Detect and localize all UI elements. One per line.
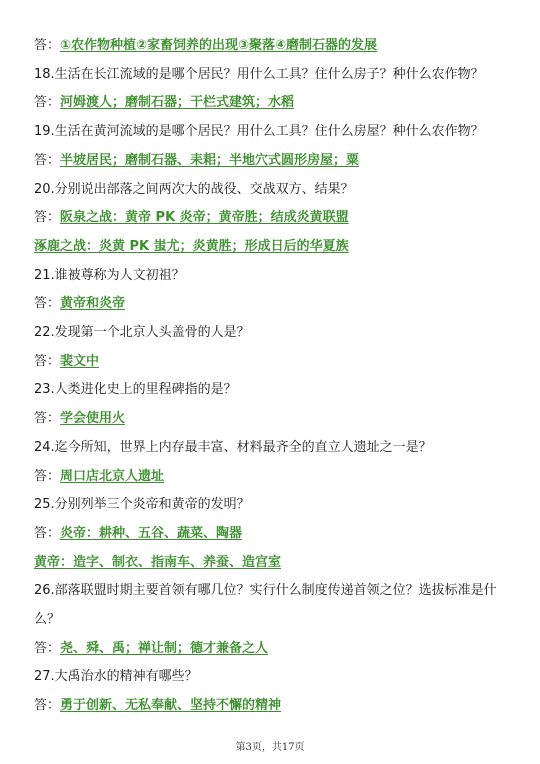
- answer-line: [34, 152, 520, 170]
- answer-prefix: 答：: [34, 210, 61, 226]
- answer-line: [34, 410, 520, 428]
- answer-text: 阪泉之战：黄帝 PK 炎帝；黄帝胜；结成炎黄联盟: [60, 210, 349, 226]
- answer-text: 尧、舜、禹；禅让制；德才兼备之人: [60, 640, 269, 656]
- answer-line: [34, 468, 520, 486]
- answer-prefix: 答：: [34, 698, 61, 714]
- question-line: 么？: [34, 612, 61, 627]
- answer-prefix: 答：: [34, 95, 61, 111]
- answer-prefix: 答：: [34, 411, 61, 427]
- answer-text: 裴文中: [60, 353, 100, 369]
- answer-text: 涿鹿之战：炎黄 PK 蚩尤；炎黄胜；形成日后的华夏族: [34, 238, 349, 254]
- answer-continuation-line: [34, 554, 520, 572]
- answer-line: [34, 295, 520, 313]
- question-line: 24.迄今所知，世界上内存最丰富、材料最齐全的直立人遗址之一是？: [34, 439, 432, 455]
- answer-line: [34, 525, 520, 543]
- answer-line: [34, 640, 520, 658]
- answer-text: 勇于创新、无私奉献、坚持不懈的精神: [60, 698, 282, 714]
- answer-prefix: 答：: [34, 468, 61, 484]
- answer-text: 半坡居民；磨制石器、耒耜；半地穴式圆形房屋；粟: [60, 152, 360, 168]
- answer-prefix: 答：: [34, 152, 61, 168]
- answer-prefix: 答：: [34, 640, 61, 656]
- question-line: 19.生活在黄河流域的是哪个居民？用什么工具？住什么房屋？种什么农作物？: [34, 124, 484, 140]
- question-line: 20.分别说出部落之间两次大的战役、交战双方、结果？: [34, 181, 354, 197]
- question-line: 27.大禹治水的精神有哪些？: [34, 669, 198, 685]
- answer-text: ①农作物种植②家畜饲养的出现③聚落④磨制石器的发展: [60, 38, 378, 53]
- answer-text: 黄帝：造字、制衣、指南车、养蚕、造宫室: [34, 554, 282, 570]
- answer-text: 周口店北京人遗址: [60, 468, 165, 484]
- answer-text: 炎帝：耕种、五谷、蔬菜、陶器: [60, 525, 243, 541]
- answer-text: 河姆渡人；磨制石器；干栏式建筑；水稻: [60, 95, 295, 111]
- question-line: 21.谁被尊称为人文初祖？: [34, 267, 185, 283]
- answer-line: [34, 209, 520, 227]
- page-footer: 第3页，共17页: [235, 742, 305, 753]
- answer-prefix: 答：: [34, 296, 61, 312]
- question-line: 22.发现第一个北京人头盖骨的人是？: [34, 325, 250, 340]
- answer-line: [34, 353, 520, 371]
- answer-text: 学会使用火: [60, 411, 126, 427]
- question-line: 18.生活在长江流域的是哪个居民？用什么工具？住什么房子？种什么农作物？: [34, 66, 484, 82]
- answer-prefix: 答：: [34, 525, 61, 541]
- question-line: 25.分别列举三个炎帝和黄帝的发明？: [34, 497, 250, 513]
- answer-text: 黄帝和炎帝: [60, 296, 126, 312]
- answer-prefix: 答：: [34, 353, 61, 369]
- answer-line: [34, 37, 520, 55]
- answer-line: [34, 94, 520, 112]
- answer-line: [34, 697, 520, 715]
- answer-continuation-line: [34, 238, 520, 256]
- question-line: 26.部落联盟时期主要首领有哪几位？实行什么制度传递首领之位？选拔标准是什: [34, 583, 497, 599]
- answer-prefix: 答：: [34, 38, 61, 53]
- question-line: 23.人类进化史上的里程碑指的是？: [34, 382, 237, 398]
